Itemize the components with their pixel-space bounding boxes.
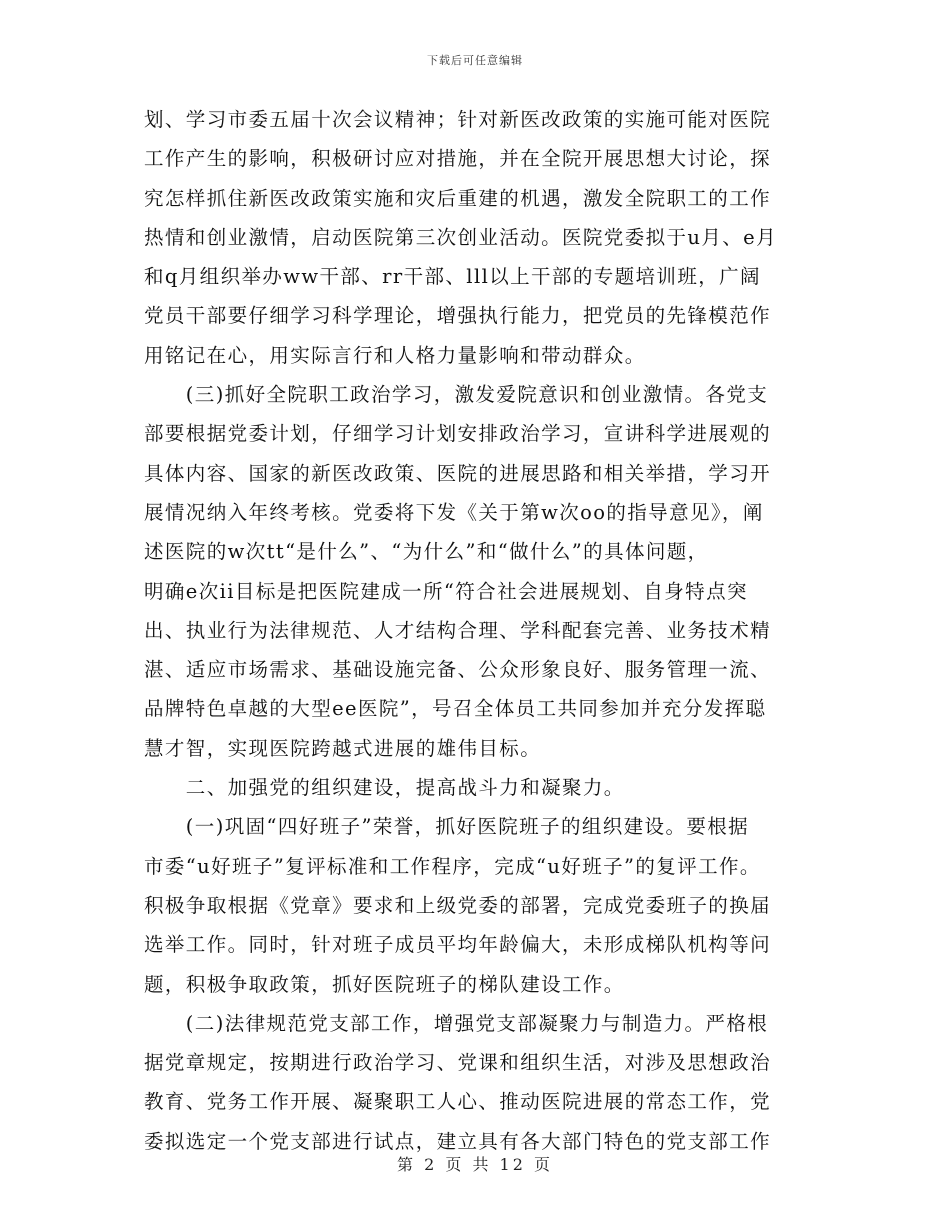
text-line: 究怎样抓住新医改政策实施和灾后重建的机遇，激发全院职工的工作 [144, 186, 772, 210]
text-line: 出、执业行为法律规范、人才结构合理、学科配套完善、业务技术精 [144, 618, 772, 642]
text-line: 积极争取根据《党章》要求和上级党委的部署，完成党委班子的换届 [144, 893, 772, 917]
text-line: 题，积极争取政策，抓好医院班子的梯队建设工作。 [144, 972, 625, 996]
text-line: 工作产生的影响，积极研讨应对措施，并在全院开展思想大讨论，探 [144, 147, 772, 171]
text-line: 湛、适应市场需求、基础设施完备、公众形象良好、服务管理一流、 [144, 658, 772, 682]
text-line: 用铭记在心，用实际言行和人格力量影响和带动群众。 [144, 343, 646, 367]
document-body [144, 100, 804, 1161]
page-footer: 第 2 页 共 12 页 [397, 1155, 553, 1174]
text-line: 据党章规定，按期进行政治学习、党课和组织生活，对涉及思想政治 [144, 1051, 772, 1075]
text-line: 选举工作。同时，针对班子成员平均年龄偏大，未形成梯队机构等问 [144, 933, 772, 957]
text-line: 述医院的w次tt“是什么”、“为什么”和“做什么”的具体问题， [144, 540, 709, 564]
text-line: 热情和创业激情，启动医院第三次创业活动。医院党委拟于u月、e月 [144, 225, 777, 249]
text-line: 品牌特色卓越的大型ee医院”，号召全体员工共同参加并充分发挥聪 [144, 697, 767, 721]
text-line: (三)抓好全院职工政治学习，激发爱院意识和创业激情。各党支 [144, 383, 769, 407]
text-line: 党员干部要仔细学习科学理论，增强执行能力，把党员的先锋模范作 [144, 304, 772, 328]
text-line: 市委“u好班子”复评标准和工作程序，完成“u好班子”的复评工作。 [144, 854, 761, 878]
text-line: 部要根据党委计划，仔细学习计划安排政治学习，宣讲科学进展观的 [144, 422, 772, 446]
text-line: 明确e次ii目标是把医院建成一所“符合社会进展规划、自身特点突 [144, 579, 748, 603]
page-header: 下载后可任意编辑 [427, 54, 523, 67]
text-line: (二)法律规范党支部工作，增强党支部凝聚力与制造力。严格根 [144, 1011, 769, 1035]
text-line: 慧才智，实现医院跨越式进展的雄伟目标。 [144, 736, 542, 760]
text-line: 二、加强党的组织建设，提高战斗力和凝聚力。 [144, 776, 625, 800]
text-line: 和q月组织举办ww干部、rr干部、lll以上干部的专题培训班，广阔 [144, 265, 761, 289]
text-line: (一)巩固“四好班子”荣誉，抓好医院班子的组织建设。要根据 [144, 815, 750, 839]
text-line: 展情况纳入年终考核。党委将下发《关于第w次oo的指导意见》，阐 [144, 500, 764, 524]
text-line: 具体内容、国家的新医改政策、医院的进展思路和相关举措，学习开 [144, 461, 772, 485]
text-line: 委拟选定一个党支部进行试点，建立具有各大部门特色的党支部工作 [144, 1129, 772, 1153]
text-line: 划、学习市委五届十次会议精神；针对新医改政策的实施可能对医院 [144, 108, 772, 131]
text-line: 教育、党务工作开展、凝聚职工人心、推动医院进展的常态工作，党 [144, 1090, 772, 1114]
